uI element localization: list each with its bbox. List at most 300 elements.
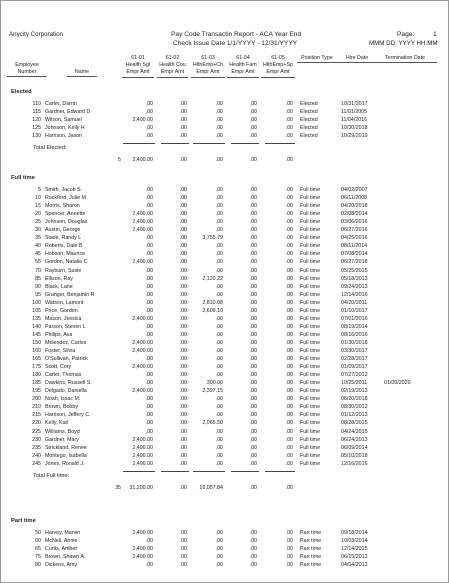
amount-61-05: .00 <box>285 372 293 379</box>
hire-date: 01/10/2017 <box>341 307 368 314</box>
employee-name: Foster, Silvia <box>45 348 76 354</box>
amount-61-01: 2,400.00 <box>132 388 153 395</box>
column-header-text: Health Fam <box>229 62 257 69</box>
position-type: Full time <box>300 323 321 330</box>
position-type: Full time <box>300 404 321 411</box>
position-type: Full time <box>300 420 321 427</box>
table-row <box>1 460 449 468</box>
amount-61-04: .00 <box>249 259 257 266</box>
position-type: Full time <box>300 307 321 314</box>
hire-date: 10/25/2011 <box>341 380 368 387</box>
employee-name: Philips, Ava <box>45 331 73 338</box>
report-title: Pay Code Transactin Report - ACA Year End <box>171 31 302 38</box>
position-type: Full time <box>300 211 321 218</box>
table-row <box>1 339 449 347</box>
employee-name: Scott, Cory <box>45 364 72 371</box>
section-total-label: Total Elected: <box>33 145 67 152</box>
amount-61-01: .00 <box>145 331 153 338</box>
column-header-text: Empr Amt <box>261 69 295 77</box>
position-type: Full time <box>300 315 321 322</box>
table-row <box>1 250 449 258</box>
table-row <box>1 419 449 427</box>
hire-date: 08/28/2015 <box>341 420 368 427</box>
amount-61-03: 2,065.50 <box>202 420 223 427</box>
hire-date: 10/03/2014 <box>341 538 368 545</box>
amount-61-04: .00 <box>249 323 257 330</box>
amount-61-04: .00 <box>249 388 257 395</box>
employee-name: Hobson, Maurice <box>45 251 86 258</box>
amount-61-03: 2,120.22 <box>202 275 223 282</box>
column-header-name <box>67 69 97 77</box>
amount-61-02: .00 <box>179 364 187 371</box>
amount-61-01: .00 <box>145 562 153 569</box>
section-total-amount: .00 <box>249 484 257 491</box>
employee-number: 35 <box>35 235 41 242</box>
column-header-c4 <box>227 55 259 78</box>
amount-61-04: .00 <box>249 331 257 338</box>
hire-date: 12/14/2015 <box>341 546 368 553</box>
employee-name: Delgado, Daniella <box>45 388 87 395</box>
hire-date: 06/11/2008 <box>341 195 368 202</box>
section-title: Elected <box>11 89 32 95</box>
hire-date: 05/25/2015 <box>341 267 368 274</box>
table-row <box>1 331 449 339</box>
employee-number: 100 <box>32 299 41 306</box>
amount-61-04: .00 <box>249 554 257 561</box>
amount-61-02: .00 <box>179 275 187 282</box>
amount-61-02: .00 <box>179 452 187 459</box>
position-type: Full time <box>300 339 321 346</box>
column-header-text: Position Type <box>297 55 337 63</box>
employee-number: 230 <box>32 436 41 443</box>
table-row <box>1 529 449 537</box>
amount-61-01: 2,400.00 <box>132 436 153 443</box>
amount-61-01: .00 <box>145 291 153 298</box>
amount-61-04: .00 <box>249 396 257 403</box>
column-header-c1 <box>122 55 154 78</box>
employee-name: Slade, Randy L <box>45 235 82 242</box>
amount-61-04: .00 <box>249 299 257 306</box>
column-header-emp-number <box>7 62 47 77</box>
amount-61-03: .00 <box>215 267 223 274</box>
employee-name: Harvey, Marvin <box>45 530 81 536</box>
position-type: Elected <box>300 117 318 124</box>
amount-61-03: .00 <box>215 109 223 116</box>
amount-61-05: .00 <box>285 187 293 193</box>
employee-name: O'Sullivan, Patrick <box>45 356 88 363</box>
employee-name: Watson, Lamont <box>45 299 84 306</box>
employee-name: Spencer, Annette <box>45 211 86 218</box>
amount-61-04: .00 <box>249 380 257 387</box>
amount-61-02: .00 <box>179 315 187 322</box>
position-type: Elected <box>300 101 318 107</box>
amount-61-05: .00 <box>285 275 293 282</box>
amount-61-04: .00 <box>249 283 257 290</box>
amount-61-03: .00 <box>215 243 223 250</box>
amount-61-01: .00 <box>145 380 153 387</box>
amount-61-05: .00 <box>285 331 293 338</box>
employee-number: 150 <box>32 339 41 346</box>
employee-number: 25 <box>35 219 41 226</box>
employee-name: Williams, Boyd <box>45 428 80 435</box>
amount-61-04: .00 <box>249 187 257 193</box>
column-header-text: 61-01 <box>131 55 145 61</box>
total-underline <box>193 471 225 472</box>
amount-61-03: .00 <box>215 364 223 371</box>
amount-61-01: .00 <box>145 101 153 107</box>
hire-date: 03/30/2017 <box>341 348 368 354</box>
hire-date: 04/24/2015 <box>341 428 368 435</box>
amount-61-03: .00 <box>215 211 223 218</box>
amount-61-01: .00 <box>145 323 153 330</box>
column-header-c2 <box>157 55 188 78</box>
employee-number: 10 <box>35 195 41 202</box>
amount-61-03: .00 <box>215 546 223 553</box>
table-row <box>1 132 449 140</box>
column-header-text: Name <box>67 69 97 77</box>
amount-61-04: .00 <box>249 275 257 282</box>
amount-61-05: .00 <box>285 554 293 561</box>
amount-61-02: .00 <box>179 109 187 116</box>
amount-61-04: .00 <box>249 356 257 363</box>
employee-name: Johnson, Kelly H <box>45 125 85 132</box>
employee-name: McNeil, Annie <box>45 538 78 545</box>
amount-61-05: .00 <box>285 267 293 274</box>
amount-61-04: .00 <box>249 372 257 379</box>
hire-date: 04/25/2016 <box>341 235 368 242</box>
amount-61-03: .00 <box>215 562 223 569</box>
amount-61-01: .00 <box>145 307 153 314</box>
employee-number: 50 <box>35 530 41 536</box>
hire-date: 06/20/2018 <box>341 396 368 403</box>
column-header-text: 61-05 <box>271 55 285 61</box>
employee-number: 240 <box>32 452 41 459</box>
hire-date: 04/20/2011 <box>341 299 368 306</box>
amount-61-03: .00 <box>215 323 223 330</box>
amount-61-03: .00 <box>215 251 223 258</box>
position-type: Full time <box>300 227 321 234</box>
amount-61-01: 2,400.00 <box>132 444 153 451</box>
employee-number: 45 <box>35 251 41 258</box>
employee-number: 90 <box>35 283 41 290</box>
amount-61-01: .00 <box>145 372 153 379</box>
employee-number: 185 <box>32 380 41 387</box>
employee-number: 115 <box>32 109 41 116</box>
amount-61-05: .00 <box>285 109 293 116</box>
amount-61-01: 2,400.00 <box>132 259 153 266</box>
hire-date: 12/14/2016 <box>341 291 368 298</box>
amount-61-02: .00 <box>179 339 187 346</box>
amount-61-03: .00 <box>215 396 223 403</box>
position-type: Full time <box>300 436 321 443</box>
amount-61-05: .00 <box>285 259 293 266</box>
amount-61-04: .00 <box>249 133 257 140</box>
hire-date: 11/01/2005 <box>341 109 368 116</box>
amount-61-04: .00 <box>249 530 257 536</box>
amount-61-05: .00 <box>285 404 293 411</box>
employee-name: Strickland, Renee <box>45 444 87 451</box>
amount-61-03: .00 <box>215 259 223 266</box>
hire-date: 03/06/2016 <box>341 219 368 226</box>
amount-61-02: .00 <box>179 388 187 395</box>
amount-61-02: .00 <box>179 380 187 387</box>
hire-date: 02/28/2017 <box>341 356 368 363</box>
page-label: Page: <box>397 31 415 38</box>
total-underline <box>161 143 189 144</box>
table-row <box>1 291 449 299</box>
amount-61-03: 2,397.15 <box>202 388 223 395</box>
position-type: Full time <box>300 235 321 242</box>
employee-number: 125 <box>32 125 41 132</box>
employee-name: Rockford, Julie M <box>45 195 86 202</box>
table-row <box>1 194 449 202</box>
amount-61-01: 2,400.00 <box>132 211 153 218</box>
amount-61-01: .00 <box>145 125 153 132</box>
employee-number: 60 <box>35 538 41 545</box>
amount-61-01: 2,400.00 <box>132 227 153 234</box>
employee-name: Black, Lane <box>45 283 73 290</box>
table-row <box>1 186 449 194</box>
amount-61-01: .00 <box>145 283 153 290</box>
position-type: Elected <box>300 125 318 132</box>
position-type: Full time <box>300 396 321 403</box>
amount-61-04: .00 <box>249 460 257 467</box>
employee-name: Gardner, Edward D <box>45 109 91 116</box>
amount-61-01: 2,400.00 <box>132 348 153 354</box>
employee-name: Rayburn, Susie <box>45 267 82 274</box>
amount-61-03: .00 <box>215 283 223 290</box>
amount-61-02: .00 <box>179 546 187 553</box>
amount-61-02: .00 <box>179 331 187 338</box>
table-row <box>1 545 449 553</box>
column-header-text: HlthEmp+Sp <box>263 62 293 69</box>
employee-number: 140 <box>32 323 41 330</box>
amount-61-04: .00 <box>249 404 257 411</box>
amount-61-01: .00 <box>145 187 153 193</box>
amount-61-02: .00 <box>179 307 187 314</box>
amount-61-04: .00 <box>249 546 257 553</box>
hire-date: 12/16/2016 <box>341 460 368 467</box>
employee-name: Harrison, Jeffery C. <box>45 412 91 419</box>
employee-name: Smith, Jacob S <box>45 187 81 193</box>
amount-61-05: .00 <box>285 315 293 322</box>
amount-61-04: .00 <box>249 315 257 322</box>
employee-number: 95 <box>35 291 41 298</box>
amount-61-05: .00 <box>285 195 293 202</box>
amount-61-04: .00 <box>249 444 257 451</box>
employee-number: 85 <box>35 275 41 282</box>
table-row <box>1 124 449 132</box>
table-row <box>1 428 449 436</box>
table-row <box>1 553 449 561</box>
amount-61-02: .00 <box>179 428 187 435</box>
amount-61-03: .00 <box>215 452 223 459</box>
amount-61-05: .00 <box>285 283 293 290</box>
employee-number: 20 <box>35 211 41 218</box>
report-subtitle: Check Issue Date 1/1/YYYY - 12/31/YYYY <box>173 39 298 47</box>
hire-date: 08/19/2014 <box>341 323 368 330</box>
amount-61-02: .00 <box>179 291 187 298</box>
employee-number: 165 <box>32 356 41 363</box>
position-type: Part time <box>300 554 322 561</box>
employee-number: 55 <box>35 259 41 266</box>
position-type: Part time <box>300 538 322 545</box>
employee-name: Ellison, Ray <box>45 275 73 282</box>
amount-61-04: .00 <box>249 243 257 250</box>
column-header-text: Empr Amt <box>122 69 154 77</box>
table-row <box>1 267 449 275</box>
amount-61-04: .00 <box>249 227 257 234</box>
position-type: Full time <box>300 356 321 363</box>
amount-61-05: .00 <box>285 364 293 371</box>
amount-61-05: .00 <box>285 562 293 569</box>
amount-61-02: .00 <box>179 251 187 258</box>
column-header-text: Health Cou <box>159 62 186 69</box>
employee-name: Brown, Bobby <box>45 404 78 411</box>
total-underline <box>161 471 189 472</box>
employee-name: Montego, Isabella <box>45 452 87 459</box>
amount-61-03: 3,755.79 <box>202 235 223 242</box>
hire-date: 05/10/2018 <box>341 452 368 459</box>
amount-61-01: .00 <box>145 396 153 403</box>
table-row <box>1 355 449 363</box>
amount-61-03: .00 <box>215 125 223 132</box>
termination-date: 01/09/2020 <box>384 380 411 387</box>
section-total-amount: .00 <box>215 157 223 164</box>
amount-61-05: .00 <box>285 444 293 451</box>
amount-61-01: 2,400.00 <box>132 117 153 124</box>
amount-61-04: .00 <box>249 412 257 419</box>
position-type: Full time <box>300 380 321 387</box>
hire-date: 07/27/2012 <box>341 372 368 379</box>
amount-61-05: .00 <box>285 117 293 124</box>
hire-date: 07/08/2014 <box>341 251 368 258</box>
total-underline <box>123 471 155 472</box>
hire-date: 08/11/2014 <box>341 243 368 250</box>
employee-name: Melendez, Carlos <box>45 339 87 346</box>
position-type: Full time <box>300 348 321 354</box>
amount-61-04: .00 <box>249 307 257 314</box>
amount-61-05: .00 <box>285 219 293 226</box>
employee-number: 220 <box>32 420 41 427</box>
employee-number: 120 <box>32 117 41 124</box>
amount-61-03: .00 <box>215 331 223 338</box>
amount-61-05: .00 <box>285 251 293 258</box>
hire-date: 08/30/2012 <box>341 404 368 411</box>
amount-61-03: .00 <box>215 133 223 140</box>
amount-61-05: .00 <box>285 307 293 314</box>
report-datetime: MMM DD, YYYY HH:MM <box>369 39 438 47</box>
amount-61-04: .00 <box>249 251 257 258</box>
section-total-amount: .00 <box>179 484 187 491</box>
table-row <box>1 234 449 242</box>
table-row <box>1 395 449 403</box>
position-type: Elected <box>300 109 318 116</box>
amount-61-03: .00 <box>215 195 223 202</box>
amount-61-02: .00 <box>179 348 187 354</box>
amount-61-04: .00 <box>249 267 257 274</box>
amount-61-02: .00 <box>179 219 187 226</box>
amount-61-05: .00 <box>285 243 293 250</box>
column-header-text: Empr Amt <box>191 69 225 77</box>
position-type: Full time <box>300 460 321 467</box>
amount-61-05: .00 <box>285 460 293 467</box>
amount-61-04: .00 <box>249 211 257 218</box>
amount-61-02: .00 <box>179 436 187 443</box>
hire-date: 06/27/2016 <box>341 227 368 234</box>
position-type: Full time <box>300 275 321 282</box>
total-underline <box>265 143 295 144</box>
table-row <box>1 387 449 395</box>
amount-61-03: .00 <box>215 203 223 210</box>
amount-61-04: .00 <box>249 109 257 116</box>
amount-61-03: .00 <box>215 315 223 322</box>
column-header-text: Empr Amt <box>157 69 188 77</box>
amount-61-03: .00 <box>215 187 223 193</box>
position-type: Full time <box>300 452 321 459</box>
amount-61-02: .00 <box>179 396 187 403</box>
position-type: Full time <box>300 203 321 210</box>
employee-number: 160 <box>32 348 41 354</box>
amount-61-03: 2,810.08 <box>202 299 223 306</box>
amount-61-02: .00 <box>179 460 187 467</box>
column-header-text: 61-02 <box>165 55 180 61</box>
employee-name: Brown, Shawn A <box>45 554 84 561</box>
column-header-text: Termination Date <box>373 55 437 63</box>
table-row <box>1 275 449 283</box>
amount-61-01: 2,400.00 <box>132 452 153 459</box>
amount-61-02: .00 <box>179 117 187 124</box>
amount-61-03: .00 <box>215 436 223 443</box>
amount-61-01: .00 <box>145 420 153 427</box>
table-row <box>1 108 449 116</box>
hire-date: 01/30/2018 <box>341 339 368 346</box>
hire-date: 11/04/2016 <box>341 117 368 124</box>
hire-date: 02/08/2014 <box>341 211 368 218</box>
position-type: Full time <box>300 412 321 419</box>
section-total-amount: .00 <box>285 157 293 164</box>
amount-61-03: .00 <box>215 444 223 451</box>
position-type: Full time <box>300 444 321 451</box>
amount-61-03: .00 <box>215 372 223 379</box>
amount-61-01: 2,400.00 <box>132 339 153 346</box>
position-type: Full time <box>300 291 321 298</box>
employee-number: 135 <box>32 315 41 322</box>
table-row <box>1 323 449 331</box>
table-row <box>1 561 449 569</box>
employee-name: Price, Gordon <box>45 307 78 314</box>
amount-61-05: .00 <box>285 546 293 553</box>
employee-name: Parson, Steven L <box>45 323 86 330</box>
section-title: Full time <box>11 175 35 181</box>
employee-name: Dickens, Amy <box>45 562 78 569</box>
employee-name: Gordon, Natalie C <box>45 259 88 266</box>
amount-61-05: .00 <box>285 291 293 298</box>
amount-61-01: 2,400.00 <box>132 554 153 561</box>
hire-date: 09/24/2013 <box>341 283 368 290</box>
position-type: Part time <box>300 530 322 536</box>
column-header-text: Number <box>7 69 47 77</box>
table-row <box>1 403 449 411</box>
amount-61-01: 2,400.00 <box>132 546 153 553</box>
amount-61-02: .00 <box>179 530 187 536</box>
hire-date: 09/18/2014 <box>341 530 368 536</box>
employee-name: Gardner, Mary <box>45 436 79 443</box>
employee-number: 15 <box>35 203 41 210</box>
position-type: Full time <box>300 388 321 395</box>
amount-61-04: .00 <box>249 420 257 427</box>
amount-61-02: .00 <box>179 211 187 218</box>
